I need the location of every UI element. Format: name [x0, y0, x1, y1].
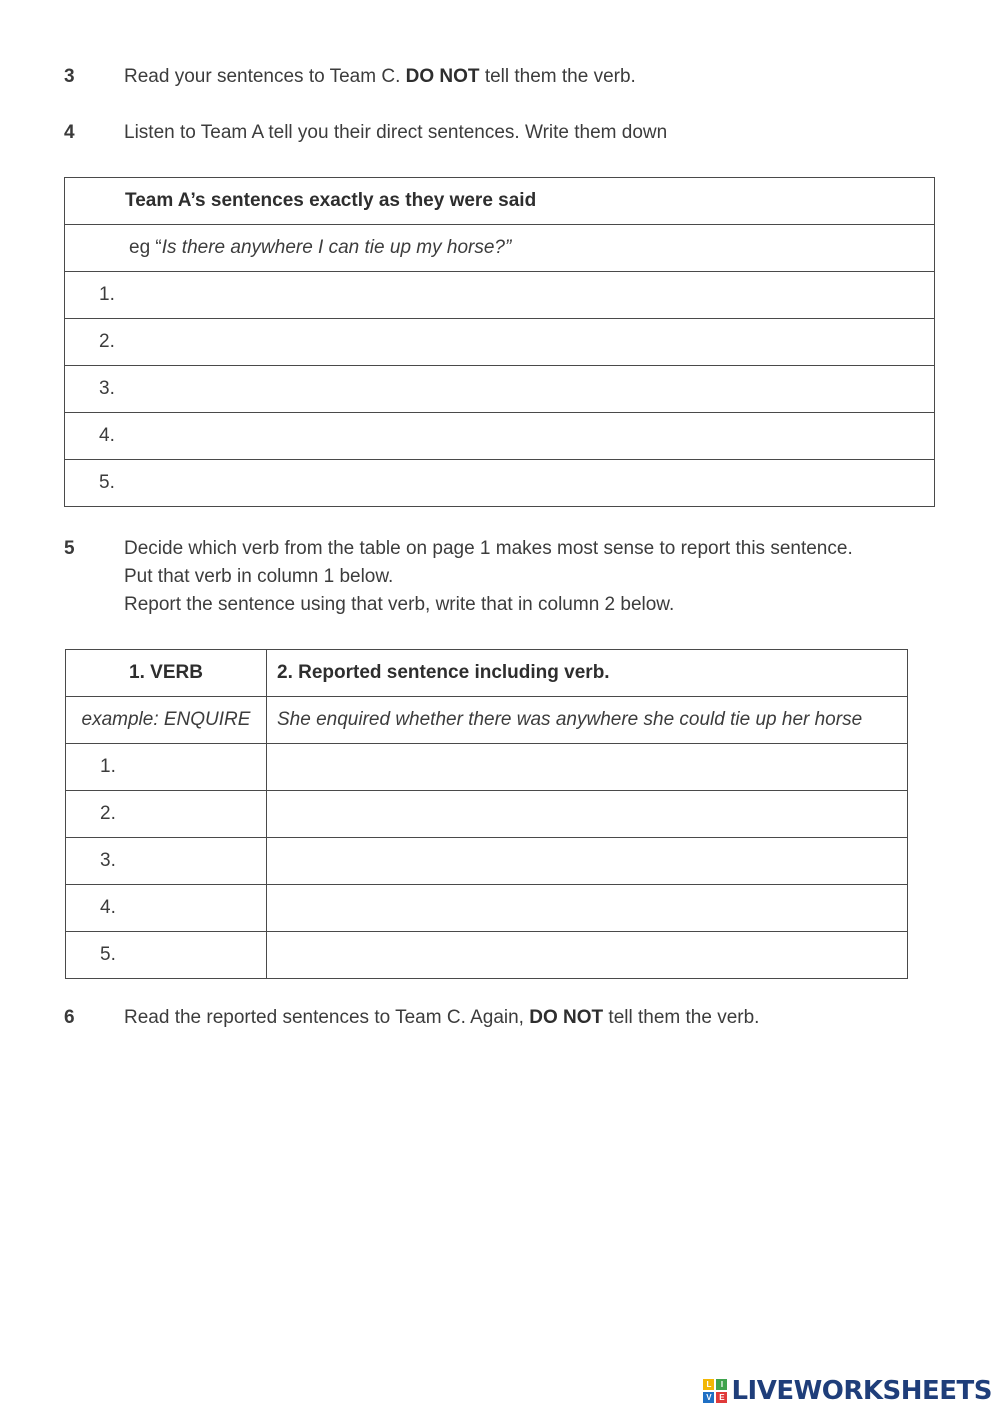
reported-cell-4[interactable] — [267, 885, 908, 932]
logo-mark-tile: L — [703, 1379, 714, 1390]
logo-text: LIVEWORKSHEETS — [731, 1376, 992, 1406]
verb-cell-3[interactable]: 3. — [66, 838, 267, 885]
step-number: 6 — [64, 1007, 75, 1028]
answer-row[interactable] — [65, 366, 935, 413]
step-instruction: Read your sentences to Team C. DO NOT tell them the verb. — [124, 66, 636, 87]
answer-row — [66, 932, 908, 979]
step-instruction: Decide which verb from the table on page 1 makes most sense to report this sentence. Put that verb in column 1 below. Report the sentence using that verb, write that in column 2 below. — [124, 538, 853, 615]
step-number: 4 — [64, 122, 75, 143]
table-header-row — [65, 178, 935, 225]
answer-row[interactable] — [65, 272, 935, 319]
logo-mark-tile: I — [716, 1379, 727, 1390]
answer-row — [66, 791, 908, 838]
verb-column-header: 1. VERB — [66, 650, 267, 697]
reported-sentences-table — [65, 649, 908, 979]
answer-cell-4[interactable]: 4. — [65, 413, 935, 460]
example-cell: eg “Is there anywhere I can tie up my horse?” — [65, 225, 935, 272]
verb-cell-4[interactable]: 4. — [66, 885, 267, 932]
logo-mark-icon — [703, 1379, 727, 1403]
reported-cell-1[interactable] — [267, 744, 908, 791]
step-4 — [64, 119, 944, 147]
answer-row[interactable] — [65, 413, 935, 460]
answer-cell-2[interactable]: 2. — [65, 319, 935, 366]
answer-cell-1[interactable]: 1. — [65, 272, 935, 319]
answer-row — [66, 838, 908, 885]
step-number: 3 — [64, 66, 75, 87]
answer-row — [66, 885, 908, 932]
logo-mark-tile: E — [716, 1392, 727, 1403]
reported-column-header: 2. Reported sentence including verb. — [267, 650, 908, 697]
reported-cell-5[interactable] — [267, 932, 908, 979]
direct-sentences-table — [64, 177, 935, 507]
step-3 — [64, 63, 944, 91]
step-instruction: Listen to Team A tell you their direct sentences. Write them down — [124, 122, 668, 143]
answer-cell-5[interactable]: 5. — [65, 460, 935, 507]
verb-cell-5[interactable]: 5. — [66, 932, 267, 979]
reported-cell-3[interactable] — [267, 838, 908, 885]
step-5 — [64, 535, 944, 619]
step-instruction: Read the reported sentences to Team C. Again, DO NOT tell them the verb. — [124, 1007, 760, 1028]
step-number: 5 — [64, 538, 75, 559]
example-row — [66, 697, 908, 744]
logo-mark-tile: V — [703, 1392, 714, 1403]
example-verb: example: ENQUIRE — [66, 697, 267, 744]
liveworksheets-logo — [703, 1376, 992, 1406]
verb-cell-1[interactable]: 1. — [66, 744, 267, 791]
step-6 — [64, 1004, 944, 1032]
emphasis: DO NOT — [529, 1007, 604, 1028]
example-row — [65, 225, 935, 272]
emphasis: DO NOT — [405, 66, 480, 87]
verb-cell-2[interactable]: 2. — [66, 791, 267, 838]
answer-row[interactable] — [65, 319, 935, 366]
reported-cell-2[interactable] — [267, 791, 908, 838]
example-reported-sentence: She enquired whether there was anywhere she could tie up her horse — [267, 697, 908, 744]
answer-row — [66, 744, 908, 791]
answer-row[interactable] — [65, 460, 935, 507]
answer-cell-3[interactable]: 3. — [65, 366, 935, 413]
table-header-row — [66, 650, 908, 697]
table-header: Team A’s sentences exactly as they were said — [65, 178, 935, 225]
